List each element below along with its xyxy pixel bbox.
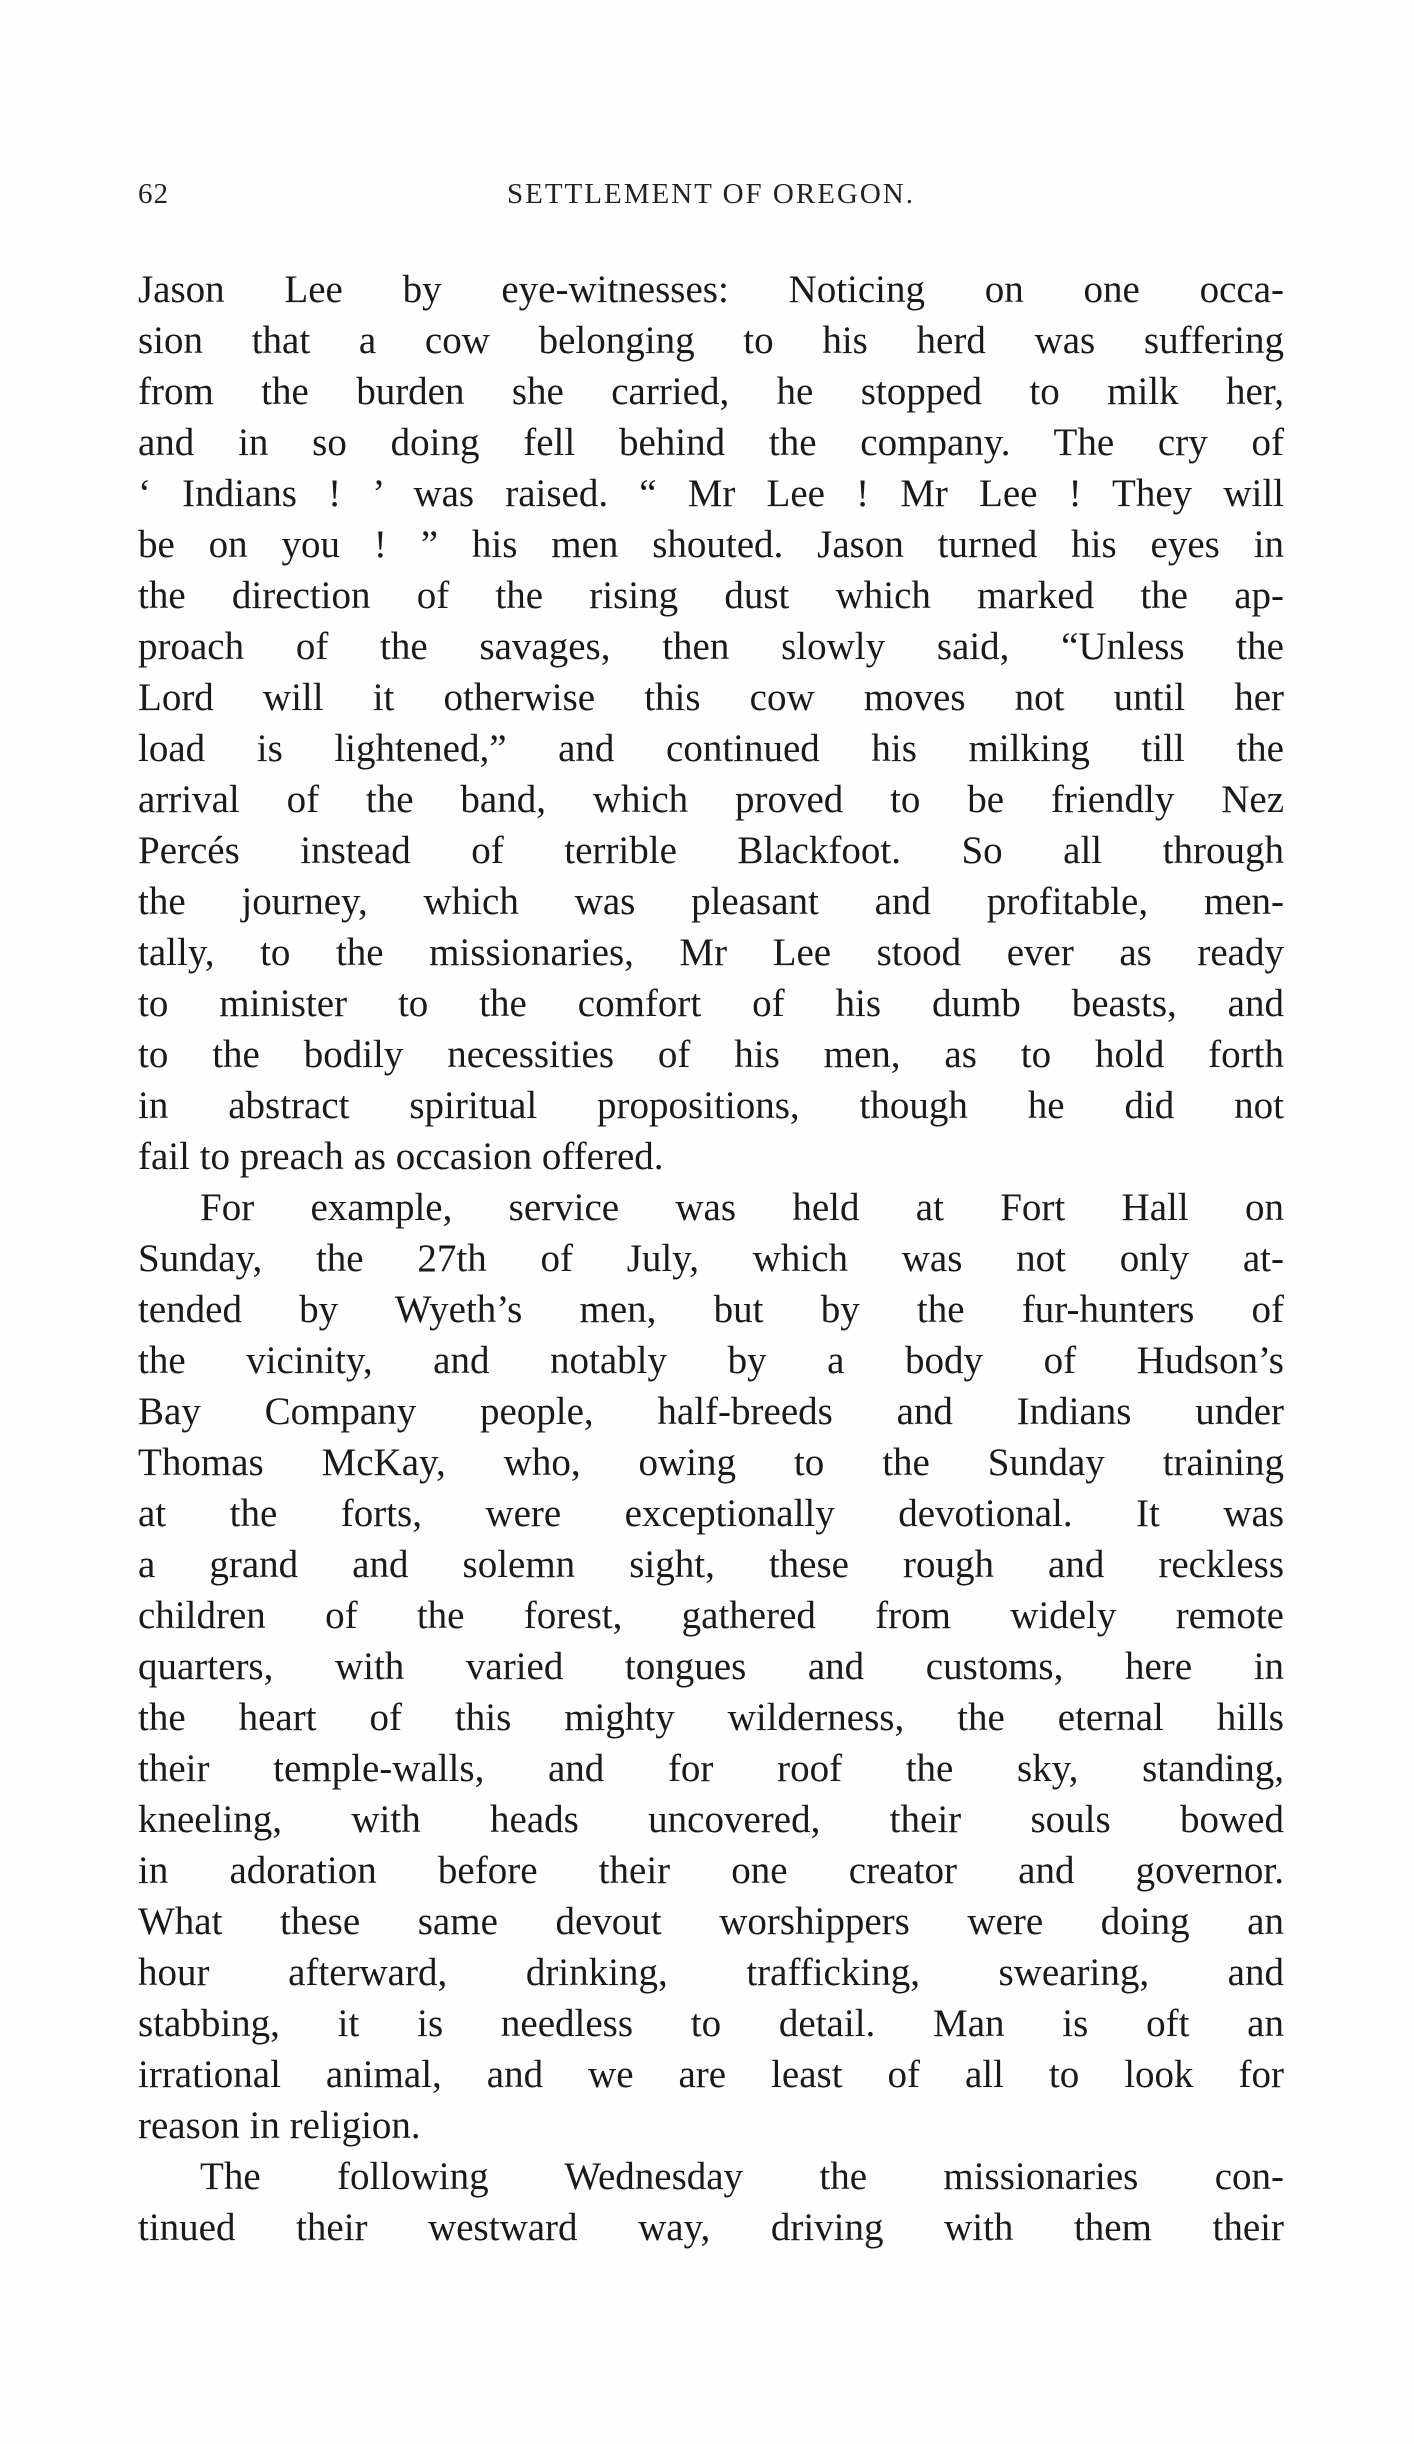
text-line: stabbing, it is needless to detail. Man is oft an bbox=[138, 2002, 1284, 2045]
text-line: load is lightened,” and continued his milking till the bbox=[138, 727, 1284, 770]
paragraph-end-line: reason in religion. bbox=[138, 2104, 421, 2147]
text-line: arrival of the band, which proved to be friendly Nez bbox=[138, 778, 1284, 821]
text-line: a grand and solemn sight, these rough and reckless bbox=[138, 1543, 1284, 1586]
text-line: Lord will it otherwise this cow moves not until her bbox=[138, 676, 1284, 719]
text-line: to the bodily necessities of his men, as to hold forth bbox=[138, 1033, 1284, 1076]
paragraph-end-line: fail to preach as occasion offered. bbox=[138, 1135, 664, 1178]
text-line: Thomas McKay, who, owing to the Sunday training bbox=[138, 1441, 1284, 1484]
body-text bbox=[138, 264, 1284, 2253]
text-line: Sunday, the 27th of July, which was not only at- bbox=[138, 1237, 1284, 1280]
text-line: quarters, with varied tongues and customs, here in bbox=[138, 1645, 1284, 1688]
text-line: tended by Wyeth’s men, but by the fur-hunters of bbox=[138, 1288, 1284, 1331]
text-line: at the forts, were exceptionally devotional. It was bbox=[138, 1492, 1284, 1535]
text-line: the heart of this mighty wilderness, the eternal hills bbox=[138, 1696, 1284, 1739]
paragraph-start-line: For example, service was held at Fort Hall on bbox=[200, 1186, 1284, 1229]
text-line: in adoration before their one creator and governor. bbox=[138, 1849, 1284, 1892]
page-number: 62 bbox=[138, 178, 169, 210]
text-line: and in so doing fell behind the company. The cry of bbox=[138, 421, 1284, 464]
text-line: tally, to the missionaries, Mr Lee stood ever as ready bbox=[138, 931, 1284, 974]
text-line: hour afterward, drinking, trafficking, swearing, and bbox=[138, 1951, 1284, 1994]
text-line: to minister to the comfort of his dumb beasts, and bbox=[138, 982, 1284, 1025]
text-line: ‘ Indians ! ’ was raised. “ Mr Lee ! Mr Lee ! They will bbox=[138, 472, 1284, 515]
text-line: Percés instead of terrible Blackfoot. So all through bbox=[138, 829, 1284, 872]
text-line: their temple-walls, and for roof the sky, standing, bbox=[138, 1747, 1284, 1790]
text-line: from the burden she carried, he stopped to milk her, bbox=[138, 370, 1284, 413]
running-title: SETTLEMENT OF OREGON. bbox=[507, 178, 915, 210]
text-line: kneeling, with heads uncovered, their souls bowed bbox=[138, 1798, 1284, 1841]
text-line: children of the forest, gathered from widely remote bbox=[138, 1594, 1284, 1637]
paragraph-start-line: The following Wednesday the missionaries con- bbox=[200, 2155, 1284, 2198]
text-line: Jason Lee by eye-witnesses: Noticing on one occa- bbox=[138, 268, 1284, 311]
text-line: sion that a cow belonging to his herd was suffering bbox=[138, 319, 1284, 362]
text-line: the journey, which was pleasant and profitable, men- bbox=[138, 880, 1284, 923]
running-head bbox=[138, 178, 1284, 218]
text-line: tinued their westward way, driving with them their bbox=[138, 2206, 1284, 2249]
text-line: the direction of the rising dust which marked the ap- bbox=[138, 574, 1284, 617]
text-line: the vicinity, and notably by a body of Hudson’s bbox=[138, 1339, 1284, 1382]
text-line: be on you ! ” his men shouted. Jason turned his eyes in bbox=[138, 523, 1284, 566]
text-line: proach of the savages, then slowly said, “Unless the bbox=[138, 625, 1284, 668]
text-line: in abstract spiritual propositions, though he did not bbox=[138, 1084, 1284, 1127]
text-line: irrational animal, and we are least of all to look for bbox=[138, 2053, 1284, 2096]
text-line: Bay Company people, half-breeds and Indians under bbox=[138, 1390, 1284, 1433]
text-line: What these same devout worshippers were doing an bbox=[138, 1900, 1284, 1943]
